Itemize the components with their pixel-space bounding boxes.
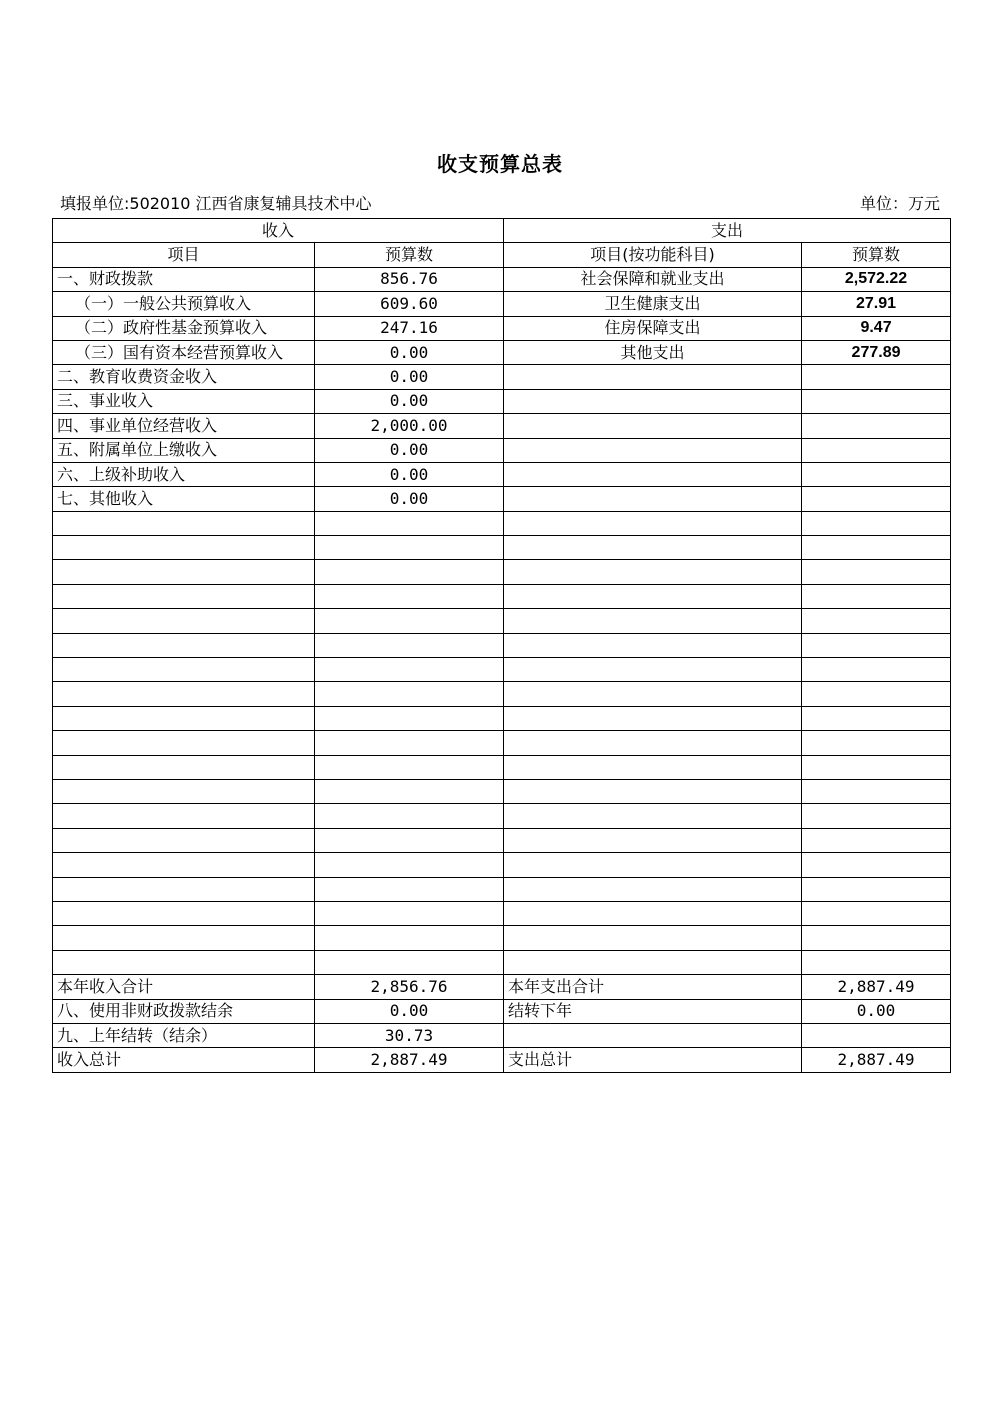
empty-cell <box>504 828 802 852</box>
empty-cell <box>315 536 504 560</box>
empty-cell <box>53 755 315 779</box>
income-item: 六、上级补助收入 <box>53 462 315 486</box>
empty-cell <box>315 560 504 584</box>
empty-row <box>53 828 951 852</box>
income-total-label: 八、使用非财政拨款结余 <box>53 999 315 1023</box>
empty-cell <box>504 682 802 706</box>
empty-cell <box>315 950 504 974</box>
empty-cell <box>53 901 315 925</box>
empty-cell <box>802 901 951 925</box>
income-item: 二、教育收费资金收入 <box>53 365 315 389</box>
empty-cell <box>802 658 951 682</box>
empty-cell <box>504 901 802 925</box>
currency-unit: 单位：万元 <box>859 194 940 213</box>
empty-cell <box>802 877 951 901</box>
empty-cell <box>802 560 951 584</box>
expense-item: 社会保障和就业支出 <box>504 267 802 291</box>
expense-value: 9.47 <box>802 316 951 340</box>
expense-grand-total-value: 2,887.49 <box>802 1048 951 1072</box>
expense-item: 卫生健康支出 <box>504 292 802 316</box>
income-total-label: 本年收入合计 <box>53 975 315 999</box>
empty-cell <box>504 853 802 877</box>
income-value: 2,000.00 <box>315 414 504 438</box>
income-value: 0.00 <box>315 462 504 486</box>
empty-cell <box>802 853 951 877</box>
empty-row <box>53 560 951 584</box>
empty-cell <box>504 511 802 535</box>
budget-table <box>52 218 951 1073</box>
table-row <box>53 438 951 462</box>
empty-cell <box>53 658 315 682</box>
empty-cell <box>802 926 951 950</box>
income-value: 247.16 <box>315 316 504 340</box>
income-item: 四、事业单位经营收入 <box>53 414 315 438</box>
total-row <box>53 999 951 1023</box>
empty-row <box>53 633 951 657</box>
empty-cell <box>53 877 315 901</box>
empty-row <box>53 804 951 828</box>
income-item: 一、财政拨款 <box>53 267 315 291</box>
table-row <box>53 487 951 511</box>
income-total-value: 2,856.76 <box>315 975 504 999</box>
expense-item-header: 项目(按功能科目) <box>504 243 802 267</box>
empty-cell <box>504 804 802 828</box>
empty-cell <box>802 828 951 852</box>
expense-section-header: 支出 <box>504 219 951 243</box>
expense-item <box>504 414 802 438</box>
section-header-row <box>53 219 951 243</box>
empty-row <box>53 926 951 950</box>
column-header-row <box>53 243 951 267</box>
income-value: 0.00 <box>315 487 504 511</box>
empty-cell <box>53 584 315 608</box>
empty-cell <box>504 536 802 560</box>
empty-cell <box>315 731 504 755</box>
empty-cell <box>53 633 315 657</box>
income-item-header: 项目 <box>53 243 315 267</box>
empty-row <box>53 779 951 803</box>
empty-cell <box>315 853 504 877</box>
empty-cell <box>53 682 315 706</box>
empty-cell <box>53 853 315 877</box>
empty-row <box>53 584 951 608</box>
expense-item <box>504 365 802 389</box>
table-row <box>53 414 951 438</box>
income-item: 五、附属单位上缴收入 <box>53 438 315 462</box>
empty-cell <box>53 511 315 535</box>
empty-cell <box>802 755 951 779</box>
empty-cell <box>53 828 315 852</box>
empty-cell <box>802 804 951 828</box>
total-row <box>53 975 951 999</box>
income-value: 0.00 <box>315 365 504 389</box>
empty-cell <box>802 536 951 560</box>
table-row <box>53 316 951 340</box>
expense-item <box>504 487 802 511</box>
expense-value <box>802 414 951 438</box>
income-value: 0.00 <box>315 438 504 462</box>
table-row <box>53 267 951 291</box>
empty-row <box>53 536 951 560</box>
empty-cell <box>53 731 315 755</box>
table-row <box>53 389 951 413</box>
grand-total-row <box>53 1048 951 1072</box>
income-value: 609.60 <box>315 292 504 316</box>
expense-item: 住房保障支出 <box>504 316 802 340</box>
empty-cell <box>504 706 802 730</box>
empty-cell <box>802 633 951 657</box>
income-total-value: 30.73 <box>315 1023 504 1047</box>
empty-row <box>53 658 951 682</box>
expense-budget-header: 预算数 <box>802 243 951 267</box>
empty-cell <box>802 950 951 974</box>
empty-cell <box>504 633 802 657</box>
income-item: （一）一般公共预算收入 <box>53 292 315 316</box>
empty-cell <box>53 609 315 633</box>
empty-cell <box>315 755 504 779</box>
empty-cell <box>802 779 951 803</box>
expense-grand-total-label: 支出总计 <box>504 1048 802 1072</box>
empty-cell <box>504 779 802 803</box>
income-value: 0.00 <box>315 389 504 413</box>
empty-cell <box>802 584 951 608</box>
income-item: （二）政府性基金预算收入 <box>53 316 315 340</box>
expense-value: 27.91 <box>802 292 951 316</box>
empty-row <box>53 901 951 925</box>
expense-total-value: 0.00 <box>802 999 951 1023</box>
income-total-value: 0.00 <box>315 999 504 1023</box>
expense-total-label: 结转下年 <box>504 999 802 1023</box>
empty-cell <box>53 706 315 730</box>
empty-row <box>53 950 951 974</box>
empty-cell <box>504 877 802 901</box>
empty-cell <box>315 779 504 803</box>
expense-total-label: 本年支出合计 <box>504 975 802 999</box>
empty-row <box>53 877 951 901</box>
table-row <box>53 340 951 364</box>
expense-total-value: 2,887.49 <box>802 975 951 999</box>
empty-cell <box>802 609 951 633</box>
expense-value <box>802 462 951 486</box>
income-budget-header: 预算数 <box>315 243 504 267</box>
empty-cell <box>315 633 504 657</box>
income-value: 856.76 <box>315 267 504 291</box>
expense-total-label <box>504 1023 802 1047</box>
empty-cell <box>802 682 951 706</box>
empty-row <box>53 755 951 779</box>
expense-item <box>504 389 802 413</box>
income-item: 三、事业收入 <box>53 389 315 413</box>
empty-cell <box>802 731 951 755</box>
empty-cell <box>504 950 802 974</box>
reporting-unit: 填报单位:502010 江西省康复辅具技术中心 <box>60 194 372 213</box>
expense-value <box>802 487 951 511</box>
income-section-header: 收入 <box>53 219 504 243</box>
empty-row <box>53 609 951 633</box>
empty-cell <box>504 584 802 608</box>
expense-value: 277.89 <box>802 340 951 364</box>
empty-cell <box>53 804 315 828</box>
income-grand-total-value: 2,887.49 <box>315 1048 504 1072</box>
empty-row <box>53 511 951 535</box>
table-row <box>53 462 951 486</box>
empty-cell <box>315 609 504 633</box>
expense-value <box>802 438 951 462</box>
empty-cell <box>315 511 504 535</box>
empty-cell <box>53 779 315 803</box>
expense-value <box>802 389 951 413</box>
empty-row <box>53 853 951 877</box>
table-row <box>53 292 951 316</box>
income-grand-total-label: 收入总计 <box>53 1048 315 1072</box>
empty-cell <box>315 877 504 901</box>
empty-cell <box>315 706 504 730</box>
empty-cell <box>315 682 504 706</box>
expense-total-value <box>802 1023 951 1047</box>
empty-cell <box>315 658 504 682</box>
empty-cell <box>504 926 802 950</box>
total-row <box>53 1023 951 1047</box>
empty-row <box>53 706 951 730</box>
empty-cell <box>315 926 504 950</box>
empty-cell <box>315 828 504 852</box>
empty-cell <box>315 901 504 925</box>
income-value: 0.00 <box>315 340 504 364</box>
expense-item: 其他支出 <box>504 340 802 364</box>
empty-row <box>53 731 951 755</box>
empty-cell <box>53 950 315 974</box>
expense-value: 2,572.22 <box>802 267 951 291</box>
table-row <box>53 365 951 389</box>
empty-cell <box>53 926 315 950</box>
income-item: （三）国有资本经营预算收入 <box>53 340 315 364</box>
income-item: 七、其他收入 <box>53 487 315 511</box>
empty-cell <box>504 609 802 633</box>
empty-cell <box>504 731 802 755</box>
empty-cell <box>504 560 802 584</box>
empty-cell <box>315 804 504 828</box>
expense-item <box>504 462 802 486</box>
empty-cell <box>315 584 504 608</box>
empty-cell <box>504 658 802 682</box>
income-total-label: 九、上年结转（结余） <box>53 1023 315 1047</box>
empty-row <box>53 682 951 706</box>
empty-cell <box>802 511 951 535</box>
empty-cell <box>504 755 802 779</box>
expense-value <box>802 365 951 389</box>
page-title: 收支预算总表 <box>437 152 563 176</box>
empty-cell <box>53 560 315 584</box>
expense-item <box>504 438 802 462</box>
empty-cell <box>802 706 951 730</box>
empty-cell <box>53 536 315 560</box>
